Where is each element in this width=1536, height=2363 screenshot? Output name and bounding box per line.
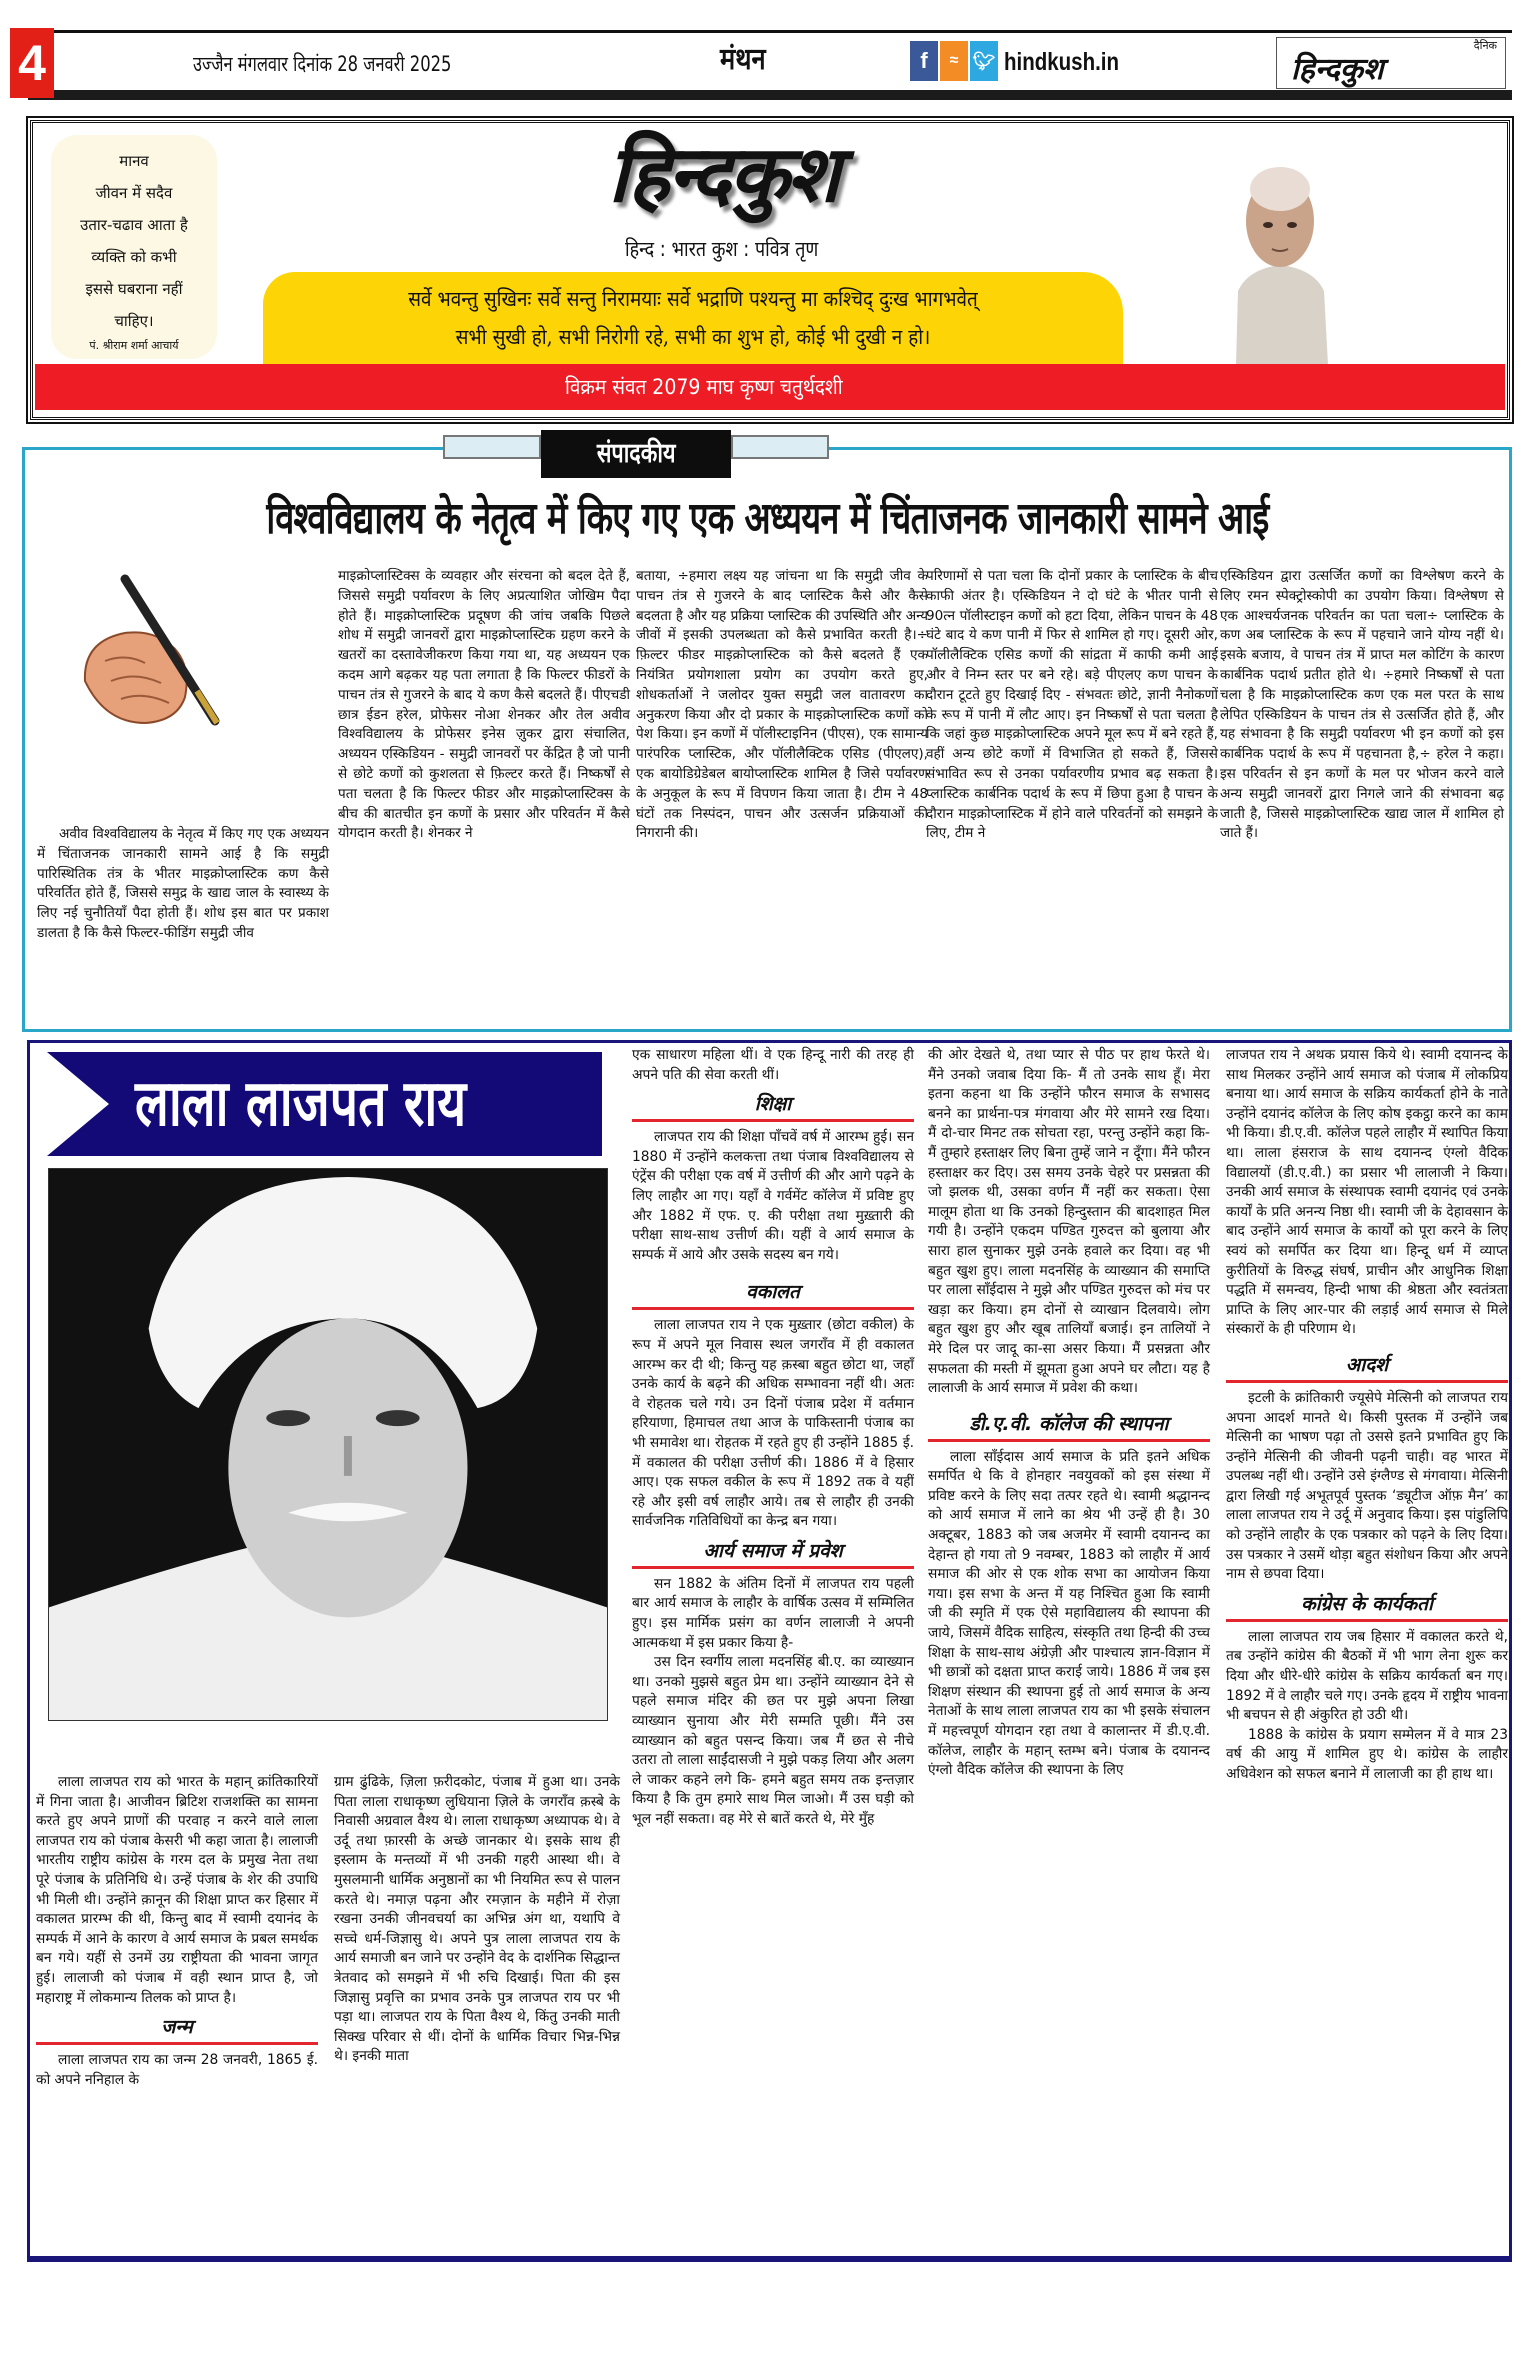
quote-line: उतार-चढाव आता है — [80, 216, 188, 234]
quote-line: चाहिए। — [114, 312, 154, 330]
ideal-text: इटली के क्रांतिकारी ज्यूसेपे मेत्सिनी को लाजपत राय अपना आदर्श मानते थे। किसी पुस्तक में उन्होंने जब मेत्सिनी का भाषण पढ़ा तो उससे इतने प्रभावित हुए कि उन्होंने मेत्सिनी की जीवनी पढ़नी चाही। वह भारत में उपलब्ध नहीं थी। उन्होंने उसे इंग्लैण्ड से मंगवाया। मेत्सिनी द्वारा लिखी गई अभूतपूर्व पुस्तक ‘ड्यूटीज ऑफ़ मैन’ का लाला लाजपत राय ने उर्दू में अनुवाद किया। इस पांडुलिपि को उन्होंने लाहौर के एक पत्रकार को पढ़ने के लिए दिया। उस पत्रकार ने उसमें थोड़ा बहुत संशोधन किया और अपने नाम से छपवा दिया। — [1226, 1389, 1508, 1583]
social-links — [910, 41, 998, 81]
heading-arya-samaj: आर्य समाज में प्रवेश — [632, 1538, 914, 1569]
law-text: लाला लाजपत राय ने एक मुख़्तार (छोटा वकील) के रूप में अपने मूल निवास स्थल जगराँव में ही वकालत आरम्भ कर दी थी; किन्तु यह क़स्बा बहुत छोटा था, जहाँ उनके कार्य के बढ़ने की अधिक सम्भावना नहीं थी। अतः वे रोहतक चले गये। उन दिनों पंजाब प्रदेश में वर्तमान हरियाणा, हिमाचल तथा आज के पाकिस्तानी पंजाब का भी समावेश था। रोहतक में रहते हुए ही उन्होंने 1885 ई. में वकालत की परीक्षा उत्तीर्ण की। 1886 में वे हिसार आए। एक सफल वकील के रूप में 1892 तक वे यहीं रहे और इसी वर्ष लाहौर आये। तब से लाहौर ही उनकी सार्वजनिक गतिविधियों का केन्द्र बन गया। — [632, 1317, 914, 1530]
editorial-headline: विश्वविद्यालय के नेतृत्व में किए गए एक अध्ययन में चिंताजनक जानकारी सामने आई — [265, 493, 1269, 544]
mantra-hindi: सभी सुखी हो, सभी निरोगी रहे, सभी का शुभ हो, कोई भी दुखी न हो। — [455, 325, 931, 349]
facebook-icon[interactable]: f — [910, 41, 938, 81]
editorial-column-1: अवीव विश्वविद्यालय के नेतृत्व में किए गए एक अध्ययन में चिंताजनक जानकारी सामने आई है कि समुद्री पारिस्थितिक तंत्र के भीतर माइक्रोप्लास्टिक कण कैसे परिवर्तित होते हैं, जिससे समुद्र के खाद्य जाल के स्वास्थ्य के लिए नई चुनौतियाँ पैदा होती हैं। शोध इस बात पर प्रकाश डालता है कि कैसे फिल्टर-फीडिंग समुद्री जीव — [37, 826, 329, 941]
mini-masthead-daily: दैनिक — [1473, 39, 1497, 52]
pen-hand-illustration — [65, 571, 235, 741]
website-link[interactable]: hindkush.in — [1004, 48, 1120, 76]
quote-card — [51, 135, 217, 359]
quote-line: व्यक्ति को कभी — [91, 248, 177, 266]
heading-ideal: आदर्श — [1226, 1352, 1508, 1383]
samvat-bar — [35, 364, 1505, 410]
arya-text-1: सन 1882 के अंतिम दिनों में लाजपत राय पहली बार आर्य समाज के लाहौर के वार्षिक उत्सव में सम्मिलित हुए। इस मार्मिक प्रसंग का वर्णन लालाजी ने अपनी आत्मकथा में इस प्रकार किया है- — [632, 1575, 914, 1651]
masthead — [30, 120, 1510, 420]
heading-dav-college: डी.ए.वी. कॉलेज की स्थापना — [928, 1411, 1210, 1442]
editorial-column-2: माइक्रोप्लास्टिक्स के व्यवहार और संरचना को बदल देते हैं, जिससे समुद्री पर्यावरण के लिए अप्रत्याशित जोखिम पैदा होते हैं। माइक्रोप्लास्टिक प्रदूषण की जांच जबकि पिछले शोध में समुद्री जानवरों द्वारा माइक्रोप्लास्टिक ग्रहण करने के खतरों का दस्तावेजीकरण किया गया था, यह अध्ययन एक कदम आगे बढ़कर यह पता लगाता है कि फिल्टर फीडरों के पाचन तंत्र से गुजरने के बाद ये कण कैसे बदलते हैं। पीएचडी छात्र ईडन हरेल, प्रोफेसर नोआ शेनकर और तेल अवीव विश्वविद्यालय के प्रोफेसर इनेस ज़ुकर द्वारा संचालित, अध्ययन एस्किडियन - समुद्री जानवरों पर केंद्रित है जो पानी से छोटे कणों को कुशलता से फ़िल्टर करते हैं। निष्कर्षों से पता चलता है कि फिल्टर फीडर और माइक्रोप्लास्टिक्स के बीच की बातचीत इन कणों के प्रसार और परिवर्तन में कैसे योगदान करती है। शेनकर ने — [338, 568, 630, 842]
dateline: उज्जैन मंगलवार दिनांक 28 जनवरी 2025 — [193, 52, 452, 76]
mini-masthead-name: हिन्दकुश — [1291, 52, 1384, 87]
feature-column-2 — [334, 1773, 620, 2067]
heading-congress: कांग्रेस के कार्यकर्ता — [1226, 1591, 1508, 1622]
mantra-sanskrit: सर्वे भवन्तु सुखिनः सर्वे सन्तु निरामयाः सर्वे भद्राणि पश्यन्तु मा कश्चिद् दुःख भागभवेत् — [408, 287, 978, 311]
editorial-section — [22, 438, 1512, 1032]
editorial-column-5: एस्किडियन द्वारा उत्सर्जित कणों का विश्लेषण करने के लिए रमन स्पेक्ट्रोस्कोपी का उपयोग किया। विश्लेषण से एक आश्चर्यजनक परिवर्तन का पता चला÷ प्लास्टिक के कण अब प्लास्टिक के रूप में पहचाने जाने योग्य नहीं थे। इसके बजाय, वे पाचन तंत्र में प्राप्त मल कोटिंग के कारण कार्बनिक पदार्थ प्रतीत होते थे। ÷हमारे निष्कर्षों से पता चला है कि माइक्रोप्लास्टिक कण एक मल परत के साथ लेपित एस्किडियन के पाचन तंत्र से उत्सर्जित होते हैं, और यह संभावना है कि समुद्री पर्यावरण भी इन कणों को इस कार्बनिक पदार्थ के रूप में पहचानता है,÷ हरेल ने कहा। इस परिवर्तन से इन कणों के मल पर भोजन करने वाले अन्य समुद्री जानवरों द्वारा निगले जाने की संभावना बढ़ जाती है, जिससे माइक्रोप्लास्टिक खाद्य जाल में शामिल हो जाते हैं। — [1220, 568, 1504, 842]
arya-story-text: की ओर देखते थे, तथा प्यार से पीठ पर हाथ फेरते थे। मैंने उनको जवाब दिया कि- मैं तो उनके साथ हूँ। मेरा इतना कहना था कि उन्होंने फौरन समाज के सभासद बनने का प्रार्थना-पत्र मंगवाया और मेरे सामने रख दिया। मैं दो-चार मिनट तक सोचता रहा, परन्तु उन्होंने कहा कि- मैं तुम्हारे हस्ताक्षर लिए बिना तुम्हें जाने न दूँगा। मैंने फौरन हस्ताक्षर कर दिए। उस समय उनके चेहरे पर प्रसन्नता की जो झलक थी, उसका वर्णन मैं नहीं कर सकता। ऐसा मालूम होता था कि उनको हिन्दुस्तान की बादशाहत मिल गयी है। उन्होंने एकदम पण्डित गुरुदत्त को बुलाया और सारा हाल सुनाकर मुझे उनके हवाले कर दिया। वह भी बहुत खुश हुए। लाला मदनसिंह के व्याख्यान की समाप्ति पर लाला साँईदास ने मुझे और पण्डित गुरुदत्त को मंच पर खड़ा कर किया। हम दोनों से व्याखान दिलवाये। लोग बहुत खुश हुए और खूब तालियाँ बजाई। इन तालियों ने मेरे दिल पर जादू का-सा असर किया। मैं प्रसन्नता और सफलता की मस्ती में झूमता हुआ अपने घर लौटा। यह है लालाजी के आर्य समाज में प्रवेश की कथा। — [928, 1047, 1210, 1397]
newspaper-title: हिन्दकुश — [608, 129, 839, 220]
congress-text-1: लाला लाजपत राय जब हिसार में वकालत करते थे, तब उन्होंने कांग्रेस की बैठकों में भी भाग लेना शुरू कर दिया और धीरे-धीरे कांग्रेस के सक्रिय कार्यकर्ता बन गए। 1892 में वे लाहौर चले गए। उनके हृदय में राष्ट्रीय भावना भी बचपन से ही अंकुरित हो उठी थी। — [1226, 1628, 1508, 1724]
page-header-strip — [18, 30, 1512, 100]
twitter-icon[interactable]: 🐦︎ — [970, 41, 998, 81]
lajpat-rai-photo — [48, 1168, 608, 1721]
mother-text: एक साधारण महिला थीं। वे एक हिन्दू नारी की तरह ही अपने पति की सेवा करती थीं। — [632, 1047, 914, 1083]
founder-portrait — [1228, 141, 1332, 365]
feature-column-3 — [632, 1046, 914, 1830]
education-text: लाजपत राय की शिक्षा पाँचवें वर्ष में आरम्भ हुई। सन 1880 में उन्होंने कलकत्ता तथा पंजाब विश्वविद्यालय से एंट्रेंस की परीक्षा एक वर्ष में उत्तीर्ण की और आगे पढ़ने के लिए लाहौर आ गए। यहाँ वे गर्वमेंट कॉलेज में प्रविष्ट हुए और 1882 में एफ. ए. की परीक्षा तथा मुख़्तारी की परीक्षा साथ-साथ उत्तीर्ण की। यहीं वे आर्य समाज के सम्पर्क में आये और उसके सदस्य बन गये। — [632, 1129, 914, 1263]
banner-arrow-icon — [47, 1052, 109, 1156]
feature-title-banner — [47, 1052, 602, 1156]
birth-text: लाला लाजपत राय का जन्म 28 जनवरी, 1865 ई. को अपने ननिहाल के — [36, 2052, 318, 2088]
dav-text: लाला साँईदास आर्य समाज के प्रति इतने अधिक समर्पित थे कि वे होनहार नवयुवकों को इस संस्था में प्रविष्ट करने के लिए सदा तत्पर रहते थे। स्वामी श्रद्धानन्द को आर्य समाज में लाने का श्रेय भी उन्हें ही है। 30 अक्टूबर, 1883 को जब अजमेर में स्वामी दयानन्द का देहान्त हो गया तो 9 नवम्बर, 1883 को लाहौर में आर्य समाज की ओर से एक शोक सभा का आयोजन किया गया। इस सभा के अन्त में यह निश्चित हुआ कि स्वामी जी की स्मृति में एक ऐसे महाविद्यालय की स्थापना की जाये, जिसमें वैदिक साहित्य, संस्कृति तथा हिन्दी की उच्च शिक्षा के साथ-साथ अंग्रेज़ी और पाश्चात्य ज्ञान-विज्ञान में भी छात्रों को दक्षता प्राप्त कराई जाये। 1886 में जब इस शिक्षण संस्थान की स्थापना हुई तो आर्य समाज के अन्य नेताओं के साथ लाला लाजपत राय का भी इसके संचालन में महत्त्वपूर्ण योगदान रहा तथा वे कालान्तर में डी.ए.वी. कॉलेज, लाहौर के महान् स्तम्भ बने। पंजाब के दयानन्द एंग्लो वैदिक कॉलेज की स्थापना के लिए — [928, 1448, 1210, 1779]
dav-continued-text: लाजपत राय ने अथक प्रयास किये थे। स्वामी दयानन्द के साथ मिलकर उन्होंने आर्य समाज को पंजाब में लोकप्रिय बनाया था। आर्य समाज के सक्रिय कार्यकर्ता होने के नाते उन्होंने दयानंद कॉलेज के लिए कोष इकट्ठा करने का काम भी किया। डी.ए.वी. कॉलेज पहले लाहौर में स्थापित किया था। लाला हंसराज के साथ दयानन्द एंग्लो वैदिक विद्यालयों (डी.ए.वी.) का प्रसार भी लालाजी ने किया। उनकी आर्य समाज के संस्थापक स्वामी दयानंद एवं उनके कार्यों के प्रति अनन्य निष्ठा थी। स्वामी जी के देहावसान के बाद उन्होंने आर्य समाज के कार्यों को पूरा करने के लिए स्वयं को समर्पित कर दिया था। हिन्दू धर्म में व्याप्त कुरीतियों के विरुद्ध संघर्ष, प्राचीन और आधुनिक शिक्षा पद्धति में समन्वय, हिन्दी भाषा की श्रेष्ठता और स्वतंत्रता प्राप्ति के लिए आर-पार की लड़ाई आर्य समाज से मिले संस्कारों के ही परिणाम थे। — [1226, 1047, 1508, 1338]
feature-column-5 — [1226, 1046, 1508, 1785]
quote-author: पं. श्रीराम शर्मा आचार्य — [89, 339, 179, 352]
quote-line: जीवन में सदैव — [95, 184, 173, 202]
feature-title: लाला लाजपत राय — [135, 1067, 467, 1141]
quote-line: इससे घबराना नहीं — [85, 280, 183, 298]
editorial-column-4: परिणामों से पता चला कि दोनों प्रकार के प्लास्टिक के बीच काफी अंतर है। एस्किडियन ने दो घंटे के भीतर पानी से 90त्न पॉलीस्टाइन कणों को हटा दिया, लेकिन पाचन के 48 घंटे बाद ये कण पानी में फिर से शामिल हो गए। दूसरी ओर, पॉलीलैक्टिक एसिड कणों की सांद्रता में काफी कमी आई और वे निम्न स्तर पर बने रहे। बड़े पीएलए कण पाचन के दौरान टूटते हुए दिखाई दिए - संभवतः छोटे, ज्ञानी नैनोकणों के रूप में पानी में लौट आए। इन निष्कर्षों से पता चलता है कि जहां कुछ माइक्रोप्लास्टिक अपने मूल रूप में बने रहते हैं, वहीं अन्य छोटे कणों में विभाजित हो सकते हैं, जिससे संभावित रूप से उनका पर्यावरणीय प्रभाव बढ़ सकता है। प्लास्टिक कार्बनिक पदार्थ के रूप में छिपा हुआ है पाचन के दौरान माइक्रोप्लास्टिक में होने वाले परिवर्तनों को समझने के लिए, टीम ने — [926, 568, 1218, 842]
family-text: ग्राम ढुंढिके, ज़िला फ़रीदकोट, पंजाब में हुआ था। उनके पिता लाला राधाकृष्ण लुधियाना ज़िले के जगराँव क़स्बे के निवासी अग्रवाल वैश्य थे। लाला राधाकृष्ण अध्यापक थे। वे उर्दू तथा फ़ारसी के अच्छे जानकार थे। इसके साथ ही इस्लाम के मन्तव्यों में भी उनकी गहरी आस्था थी। वे मुसलमानी धार्मिक अनुष्ठानों का भी नियमित रूप से पालन करते थे। नमाज़ पढ़ना और रमज़ान के महीने में रोज़ा रखना उनकी जीनवचर्या का अभिन्न अंग था, यथापि वे सच्चे धर्म-जिज्ञासु थे। अपने पुत्र लाला लाजपत राय के आर्य समाजी बन जाने पर उन्होंने वेद के दार्शनिक सिद्धान्त त्रेतवाद को समझने में भी रुचि दिखाई। पिता की इस जिज्ञासु प्रवृत्ति का प्रभाव उनके पुत्र लाजपत राय पर भी पड़ा था। लाजपत राय के पिता वैश्य थे, किंतु उनकी माती सिक्ख परिवार से थीं। दोनों के धार्मिक विचार भिन्न-भिन्न थे। इनकी माता — [334, 1774, 620, 2065]
editorial-label-wing-right — [731, 435, 829, 459]
heading-education: शिक्षा — [632, 1091, 914, 1122]
editorial-column-3: बताया, ÷हमारा लक्ष्य यह जांचना था कि समुद्री जीव के पाचन तंत्र से गुजरने के बाद प्लास्टिक कैसे और कैसे बदलता है और यह प्रक्रिया प्लास्टिक की उपस्थिति और अन्य जीवों में इसकी उपलब्धता को कैसे प्रभावित करती है।÷ फ़िल्टर फीडर माइक्रोप्लास्टिक को कैसे बदलते हैं एक नियंत्रित प्रयोगशाला प्रयोग का उपयोग करते हुए, शोधकर्ताओं ने जलोदर युक्त समुद्री जल वातावरण का अनुकरण किया और दो प्रकार के माइक्रोप्लास्टिक कणों को पेश किया। इन कणों में पॉलीस्टाइनिन (पीएस), एक सामान्य पारंपरिक प्लास्टिक, और पॉलीलैक्टिक एसिड (पीएलए), एक बायोडिग्रेडेबल बायोप्लास्टिक शामिल है जिसे पर्यावरण के अनुकूल के रूप में विपणन किया जाता है। टीम ने 48 घंटों तक निस्पंदन, पाचन और उत्सर्जन प्रक्रियाओं की निगरानी की। — [636, 568, 928, 842]
editorial-label: संपादकीय — [541, 430, 731, 478]
rss-icon[interactable]: ≈ — [940, 41, 968, 81]
page-number: 4 — [10, 28, 54, 98]
arya-text-2: उस दिन स्वर्गीय लाला मदनसिंह बी.ए. का व्याख्यान था। उनको मुझसे बहुत प्रेम था। उन्होंने व्याख्यान देने से पहले समाज मंदिर की छत पर मुझे अपना लिखा व्याख्यान सुनाया और मेरी सम्मति पूछी। मैंने उस व्याख्यान को बहुत पसन्द किया। जब मैं छत से नीचे उतरा तो लाला साईंदासजी ने मुझे पकड़ लिया और अलग ले जाकर कहने लगे कि- हमने बहुत समय तक इन्तज़ार किया है कि तुम हमारे साथ मिल जाओ। मैं उस घड़ी को भूल नहीं सकता। वह मेरे से बातें करते थे, मेरे मुँह — [632, 1654, 914, 1827]
newspaper-subtitle: हिन्द : भारत कुश : पवित्र तृण — [625, 237, 819, 261]
congress-text-2: 1888 के कांग्रेस के प्रयाग सम्मेलन में वे मात्र 23 वर्ष की आयु में शामिल हुए थे। कांग्रेस के लाहौर अधिवेशन को सफल बनाने में लालाजी का ही हाथ था। — [1226, 1726, 1508, 1782]
mini-masthead-logo — [1276, 37, 1506, 89]
section-name: मंथन — [720, 42, 766, 77]
quote-line: मानव — [119, 152, 149, 170]
feature-column-1 — [36, 1773, 318, 2090]
editorial-label-wing-left — [443, 435, 541, 459]
feature-intro: लाला लाजपत राय को भारत के महान् क्रांतिकारियों में गिना जाता है। आजीवन ब्रिटिश राजशक्ति का सामना करते हुए अपने प्राणों की परवाह न करने वाले लाला लाजपत राय को पंजाब केसरी भी कहा जाता है। लालाजी भारतीय राष्ट्रीय कांग्रेस के गरम दल के प्रमुख नेता तथा पूरे पंजाब के प्रतिनिधि थे। उन्हें पंजाब के शेर की उपाधि भी मिली थी। उन्होंने क़ानून की शिक्षा प्राप्त कर हिसार में वकालत प्रारम्भ की थी, किन्तु बाद में स्वामी दयानंद के सम्पर्क में आने के कारण वे आर्य समाज के प्रबल समर्थक बन गये। यहीं से उनमें उग्र राष्ट्रीयता की भावना जागृत हुई। लालाजी को पंजाब में वही स्थान प्राप्त है, जो महाराष्ट्र में लोकमान्य तिलक को प्राप्त है। — [36, 1774, 318, 2006]
mantra-banner — [263, 272, 1123, 364]
heading-law: वकालत — [632, 1279, 914, 1310]
samvat-date: विक्रम संवत 2079 माघ कृष्ण चतुर्थदशी — [565, 375, 843, 399]
heading-birth: जन्म — [36, 2014, 318, 2045]
feature-column-4 — [928, 1046, 1210, 1781]
